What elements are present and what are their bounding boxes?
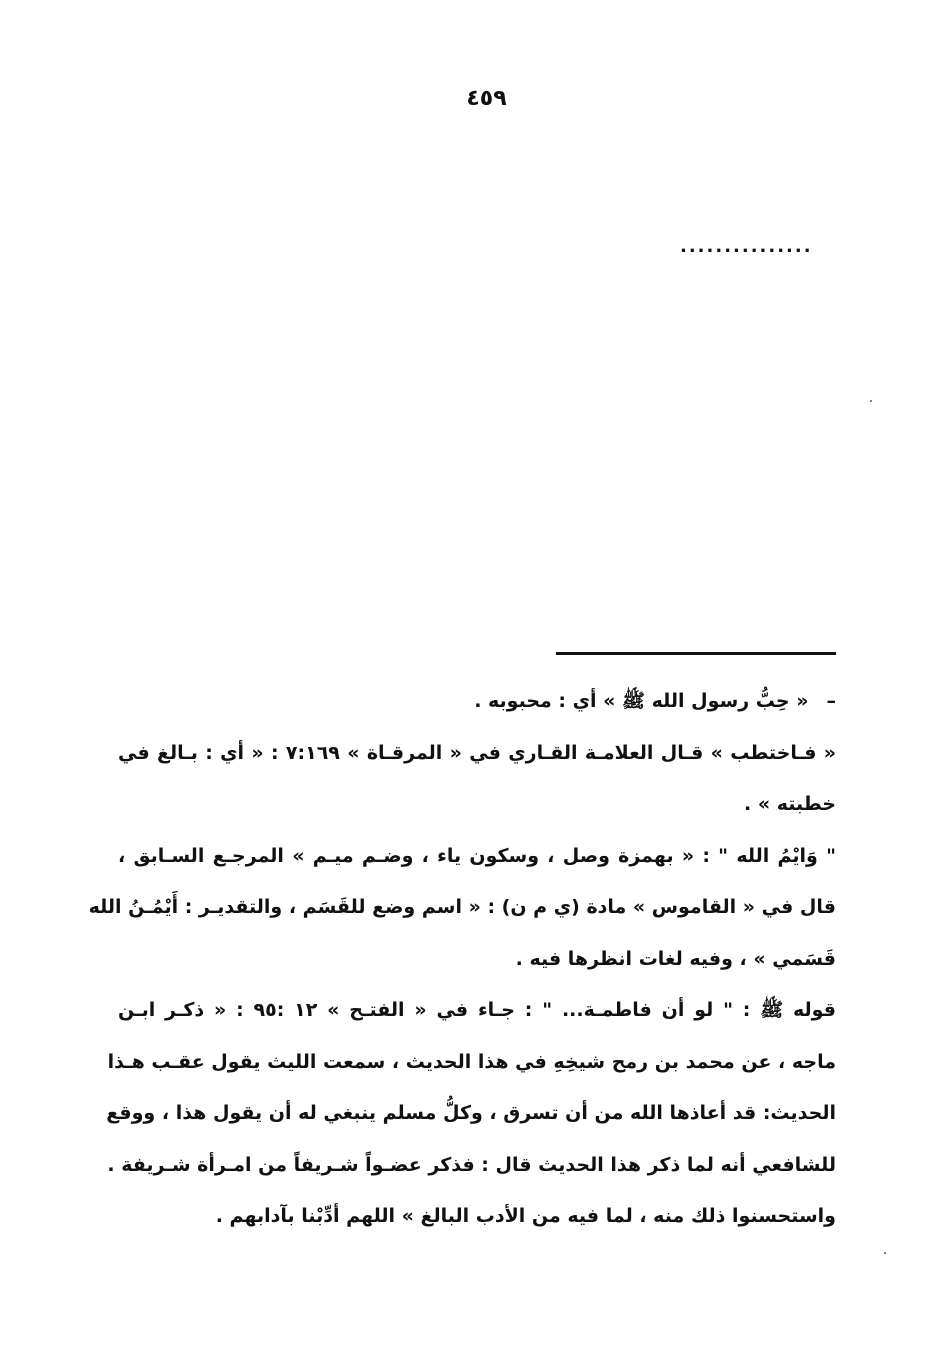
footnote-2: [118, 728, 836, 831]
footnote-4-line-4: للشافعي أنه لما ذكر هذا الحديث قال : فذكر عضـواً شـريفاً من امـرأة شـريفة .: [107, 1153, 836, 1176]
footnote-4-line-2: ماجه ، عن محمد بن رمح شيخِهِ في هذا الحديث ، سمعت الليث يقول عقـب هـذا: [107, 1050, 836, 1073]
footnote-1: [118, 676, 836, 728]
footnote-2-line-1: « فـاختطب » قـال العلامـة القـاري في « المرقـاة » ٧:١٦٩ : « أي : بـالغ في: [118, 741, 836, 764]
footnote-3-line-2: قال في « القاموس » مادة (ي م ن) : « اسم وضع للقَسَم ، والتقديـر : أَيْمُـنُ الله: [88, 896, 836, 918]
footnote-2-line-2: خطبته » .: [744, 793, 836, 815]
text-separator-dots: ...............: [680, 236, 813, 257]
footnote-4-line-1: قوله ﷺ : " لو أن فاطمـة... " : جـاء في « الفتـح » ١٢ :٩٥ : « ذكـر ابـن: [118, 999, 837, 1021]
footnote-3-line-3: قَسَمي » ، وفيه لغات انظرها فيه .: [515, 947, 836, 970]
footnote-4-line-5: واستحسنوا ذلك منه ، لما فيه من الأدب البالغ » اللهم أدِّبْنا بآدابهم .: [215, 1205, 836, 1227]
footnote-3: [88, 831, 836, 986]
footnote-3-line-1: " وَايْمُ الله " : « بهمزة وصل ، وسكون ياء ، وضـم ميـم » المرجـع السـابق ،: [118, 844, 836, 867]
footnote-1-text: « حِبُّ رسول الله ﷺ » أي : محبوبه .: [474, 690, 809, 712]
footnote-4-line-3: الحديث: قد أعاذها الله من أن تسرق ، وكلُّ مسلم ينبغي له أن يقول هذا ، ووقع: [106, 1102, 836, 1124]
footnote-4: [106, 985, 837, 1243]
footnote-1-line: [118, 676, 836, 728]
footnote-divider: [556, 652, 836, 655]
footnote-dash: –: [826, 690, 836, 712]
scan-speck: [870, 400, 872, 402]
footnotes-section: [88, 676, 837, 1243]
scan-speck: [884, 1252, 886, 1254]
page-number: ٤٥٩: [466, 86, 507, 111]
